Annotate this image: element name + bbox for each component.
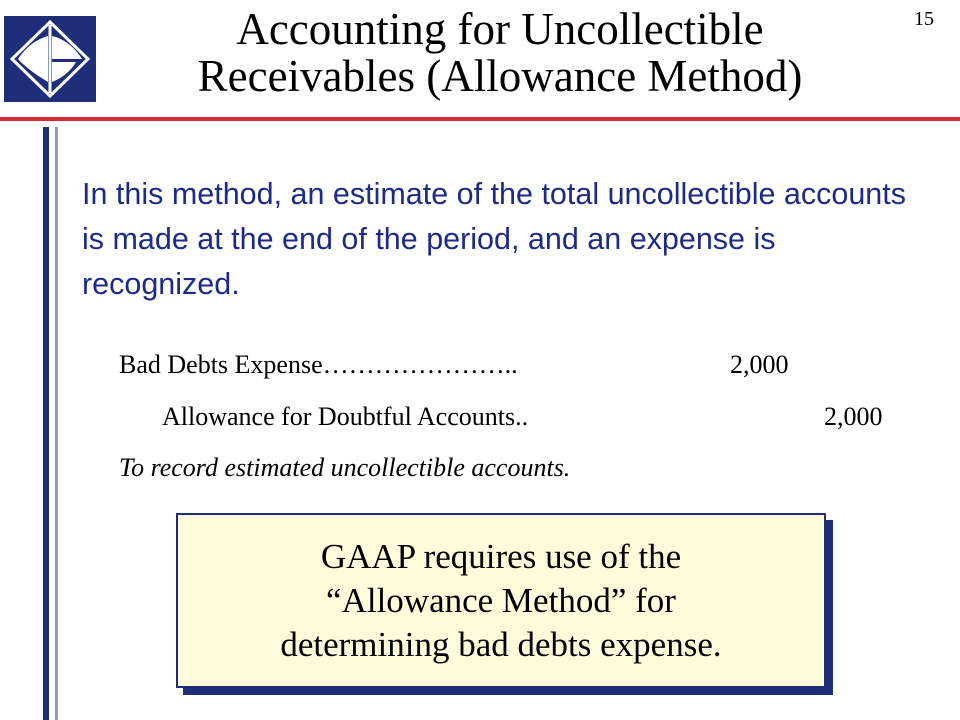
title-divider <box>0 117 960 121</box>
slide-title <box>110 6 890 100</box>
credit-account: Allowance for Doubtful Accounts.. <box>162 402 529 431</box>
callout-line-2: “Allowance Method” for <box>326 580 676 620</box>
callout-line-1: GAAP requires use of the <box>320 536 682 576</box>
credit-amount: 2,000 <box>824 402 883 431</box>
debit-amount: 2,000 <box>730 350 789 379</box>
gaap-callout-box <box>176 513 826 688</box>
left-accent-bar <box>43 127 49 720</box>
slide-title-line-1: Accounting for Uncollectible <box>236 4 764 54</box>
callout-line-3: determining bad debts expense. <box>280 624 722 664</box>
slide-number: 15 <box>914 8 934 30</box>
left-accent-bar-thin <box>55 127 58 720</box>
slide-title-line-2: Receivables (Allowance Method) <box>197 51 803 101</box>
intro-paragraph: In this method, an estimate of the total uncollectible accounts is made at the end of the period, and an expense is recognized. <box>82 177 906 301</box>
callout-text <box>280 535 721 667</box>
publisher-logo-icon <box>4 16 96 102</box>
debit-account: Bad Debts Expense………………….. <box>119 350 518 379</box>
entry-explanation: To record estimated uncollectible accounts. <box>119 453 571 482</box>
